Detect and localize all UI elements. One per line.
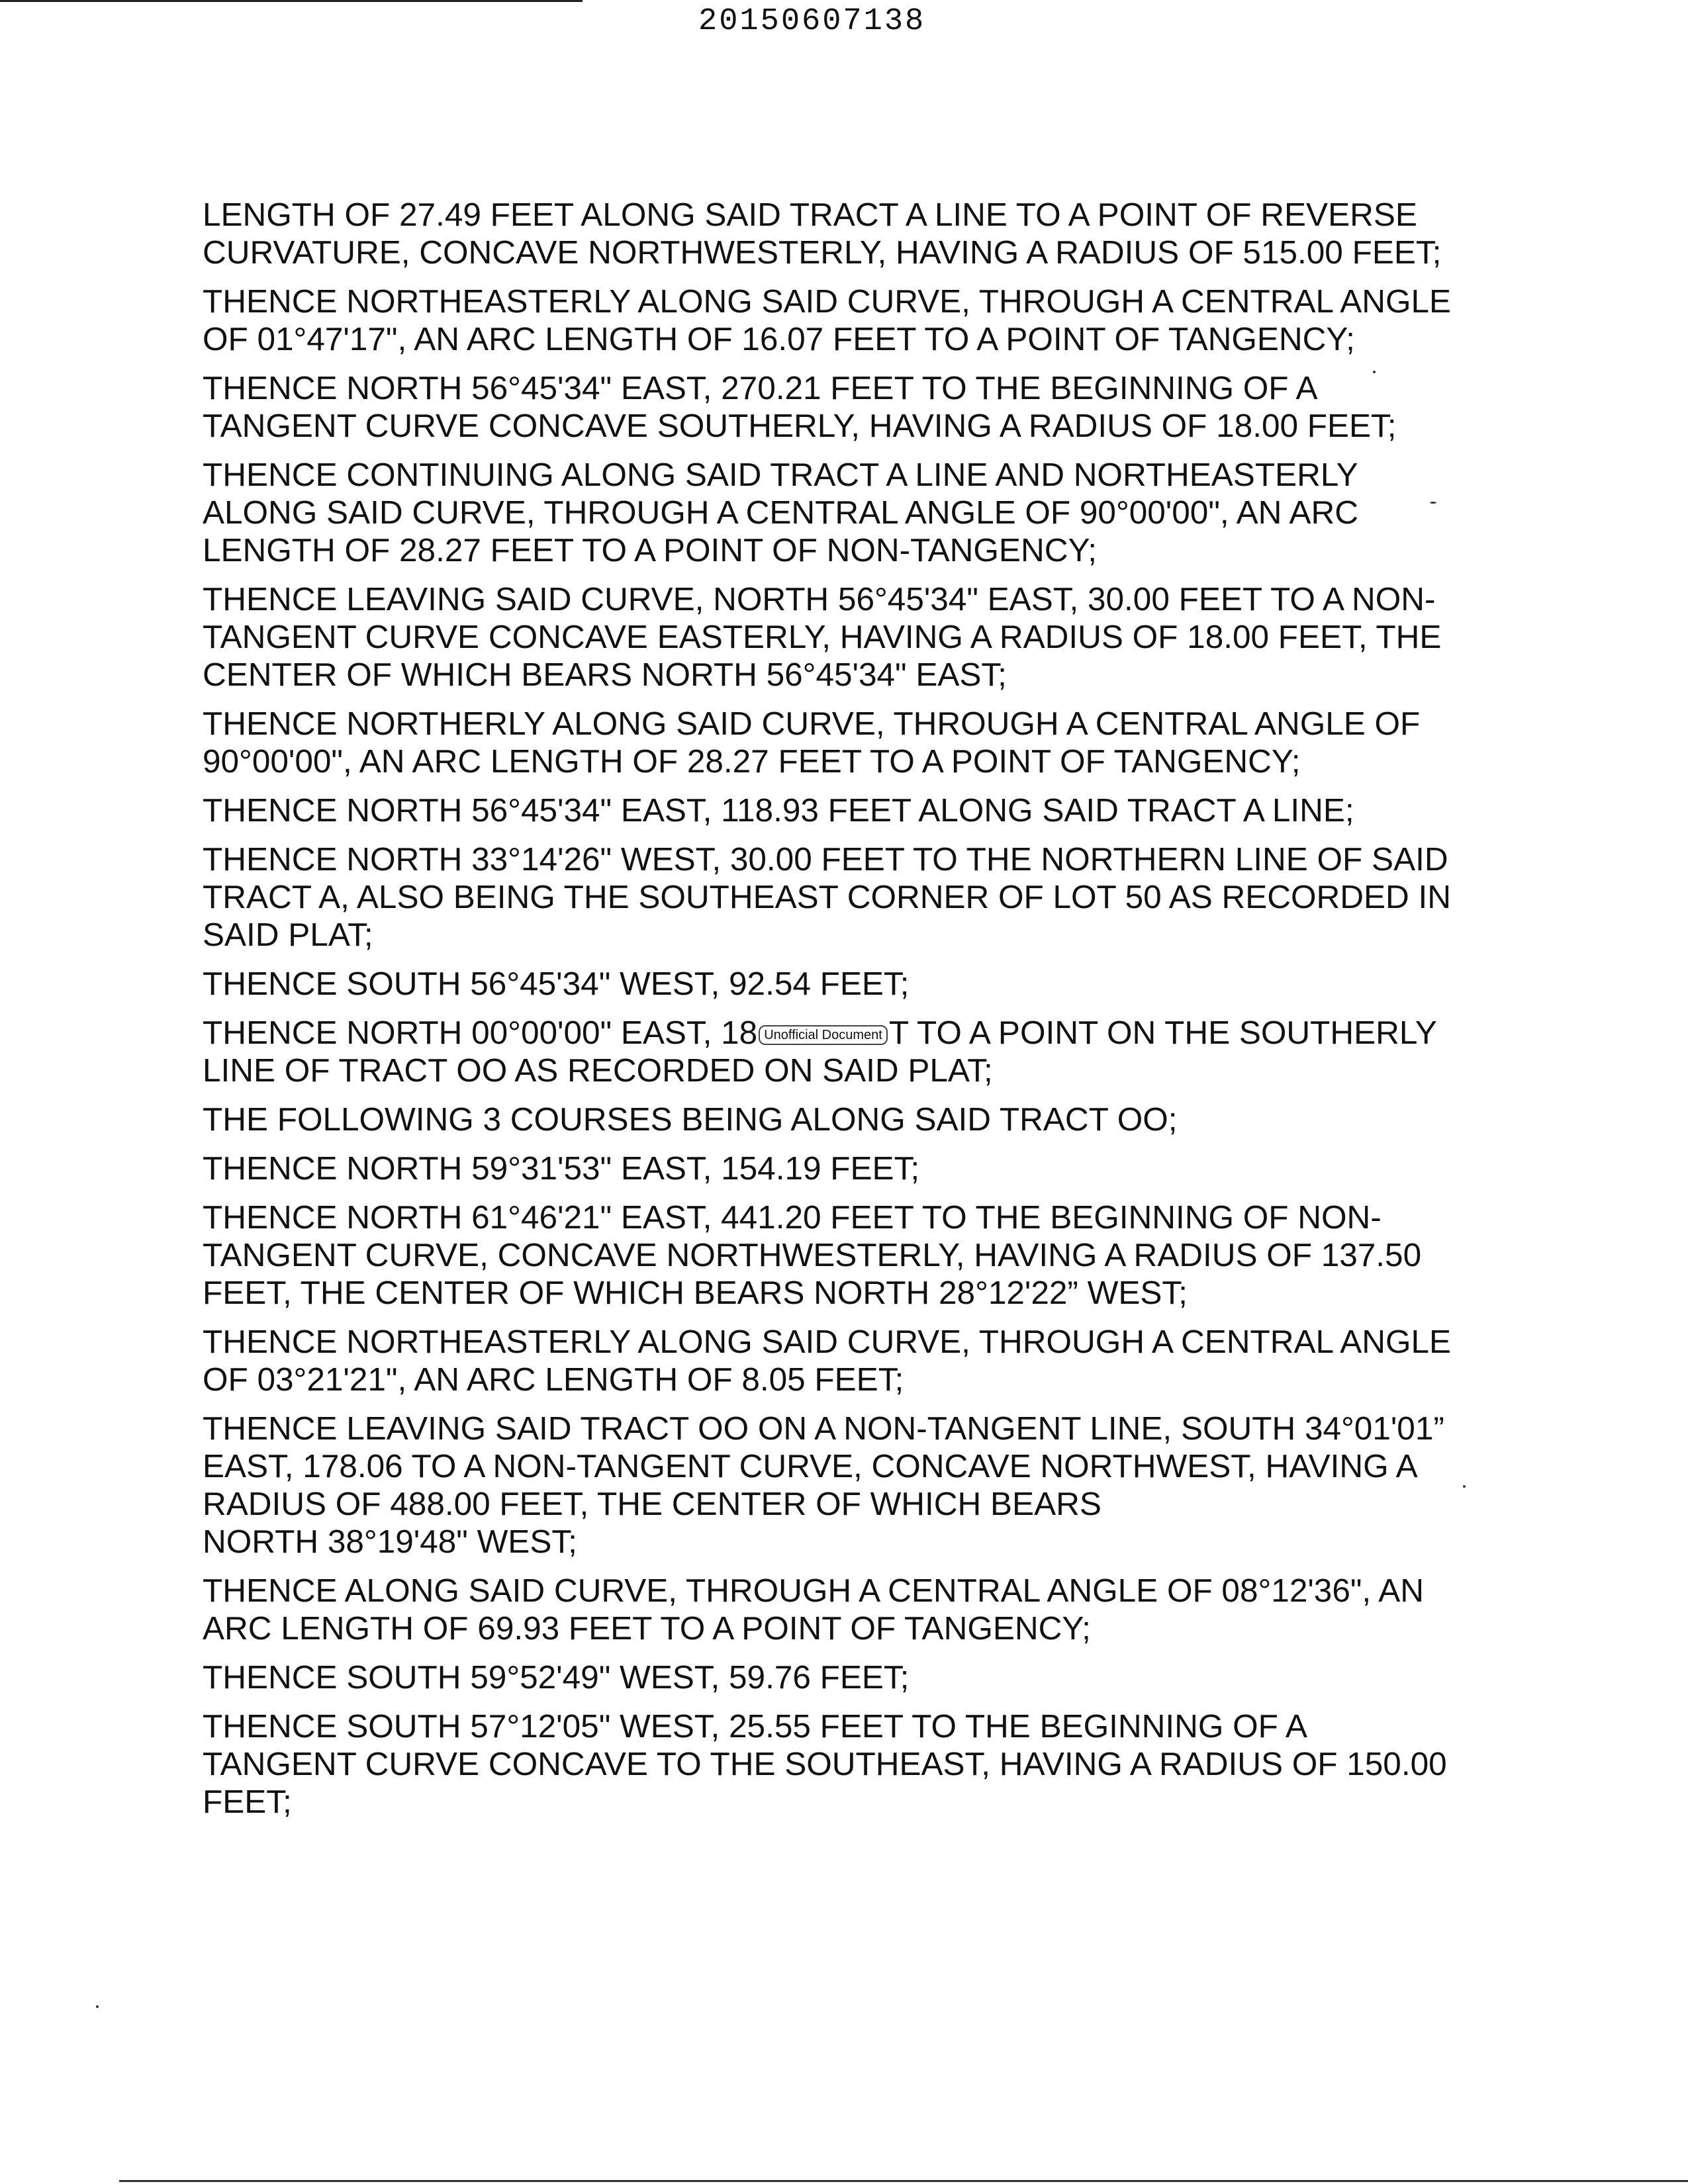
paragraph-text-after-watermark: T TO A POINT ON THE SOUTHERLY LINE OF TRACT OO AS RECORDED ON SAID PLAT; xyxy=(203,1015,1437,1089)
paragraph: LENGTH OF 27.49 FEET ALONG SAID TRACT A LINE TO A POINT OF REVERSE CURVATURE, CONCAVE NORTHWESTERLY, HAVING A RADIUS OF 515.00 FEET; xyxy=(203,197,1442,271)
scan-speck xyxy=(96,2005,99,2008)
top-scan-edge xyxy=(0,0,583,2)
paragraph: THENCE SOUTH 59°52'49" WEST, 59.76 FEET; xyxy=(203,1659,910,1696)
paragraph: THENCE NORTH 33°14'26" WEST, 30.00 FEET TO THE NORTHERN LINE OF SAID TRACT A, ALSO BEING THE SOUTHEAST CORNER OF LOT 50 AS RECORDED IN SAID PLAT; xyxy=(203,841,1452,953)
scan-speck xyxy=(1373,371,1376,373)
paragraph: THENCE NORTHERLY ALONG SAID CURVE, THROUGH A CENTRAL ANGLE OF 90°00'00", AN ARC LENGTH OF 28.27 FEET TO A POINT OF TANGENCY; xyxy=(203,705,1421,780)
scan-speck xyxy=(1463,1485,1466,1488)
paragraph: THENCE SOUTH 57°12'05" WEST, 25.55 FEET TO THE BEGINNING OF A TANGENT CURVE CONCAVE TO THE SOUTHEAST, HAVING A RADIUS OF 150.00 FEET; xyxy=(203,1708,1447,1820)
paragraph: THENCE NORTH 56°45'34" EAST, 118.93 FEET ALONG SAID TRACT A LINE; xyxy=(203,792,1354,829)
paragraph: THENCE LEAVING SAID TRACT OO ON A NON-TANGENT LINE, SOUTH 34°01'01” EAST, 178.06 TO A NON-TANGENT CURVE, CONCAVE NORTHWEST, HAVING A RADIUS OF 488.00 FEET, THE CENTER OF WHICH BEARS NORTH 38°19'48" WEST; xyxy=(203,1410,1444,1560)
paragraph: THENCE CONTINUING ALONG SAID TRACT A LINE AND NORTHEASTERLY ALONG SAID CURVE, THROUGH A CENTRAL ANGLE OF 90°00'00", AN ARC LENGTH OF 28.27 FEET TO A POINT OF NON-TANGENCY; xyxy=(203,457,1358,569)
paragraph: THENCE NORTHEASTERLY ALONG SAID CURVE, THROUGH A CENTRAL ANGLE OF 01°47'17", AN ARC LENGTH OF 16.07 FEET TO A POINT OF TANGENCY; xyxy=(203,283,1452,357)
paragraph: THENCE LEAVING SAID CURVE, NORTH 56°45'34" EAST, 30.00 FEET TO A NON- TANGENT CURVE CONCAVE EASTERLY, HAVING A RADIUS OF 18.00 FEET, THE CENTER OF WHICH BEARS NORTH 56°45'34" EAST; xyxy=(203,581,1442,693)
document-number: 20150607138 xyxy=(698,4,926,39)
paragraph: THENCE NORTHEASTERLY ALONG SAID CURVE, THROUGH A CENTRAL ANGLE OF 03°21'21", AN ARC LENGTH OF 8.05 FEET; xyxy=(203,1324,1452,1398)
paragraph: THENCE ALONG SAID CURVE, THROUGH A CENTRAL ANGLE OF 08°12'36", AN ARC LENGTH OF 69.93 FEET TO A POINT OF TANGENCY; xyxy=(203,1572,1424,1647)
paragraph: THENCE SOUTH 56°45'34" WEST, 92.54 FEET; xyxy=(203,966,910,1002)
bottom-scan-edge xyxy=(119,2180,1688,2182)
legal-description-body xyxy=(203,196,1526,1832)
paragraph: THE FOLLOWING 3 COURSES BEING ALONG SAID TRACT OO; xyxy=(203,1101,1178,1138)
paragraph: THENCE NORTH 61°46'21" EAST, 441.20 FEET TO THE BEGINNING OF NON- TANGENT CURVE, CONCAVE NORTHWESTERLY, HAVING A RADIUS OF 137.50 FEET, THE CENTER OF WHICH BEARS NORTH 28°12'22” WEST; xyxy=(203,1199,1422,1311)
paragraph-with-watermark xyxy=(203,1014,1526,1089)
paragraph: THENCE NORTH 59°31'53" EAST, 154.19 FEET; xyxy=(203,1150,920,1187)
unofficial-document-watermark: Unofficial Document xyxy=(759,1025,888,1045)
paragraph: THENCE NORTH 56°45'34" EAST, 270.21 FEET TO THE BEGINNING OF A TANGENT CURVE CONCAVE SOUTHERLY, HAVING A RADIUS OF 18.00 FEET; xyxy=(203,370,1397,444)
paragraph-text-before-watermark: THENCE NORTH 00°00'00" EAST, 18 xyxy=(203,1015,758,1051)
scan-speck xyxy=(1430,502,1436,504)
